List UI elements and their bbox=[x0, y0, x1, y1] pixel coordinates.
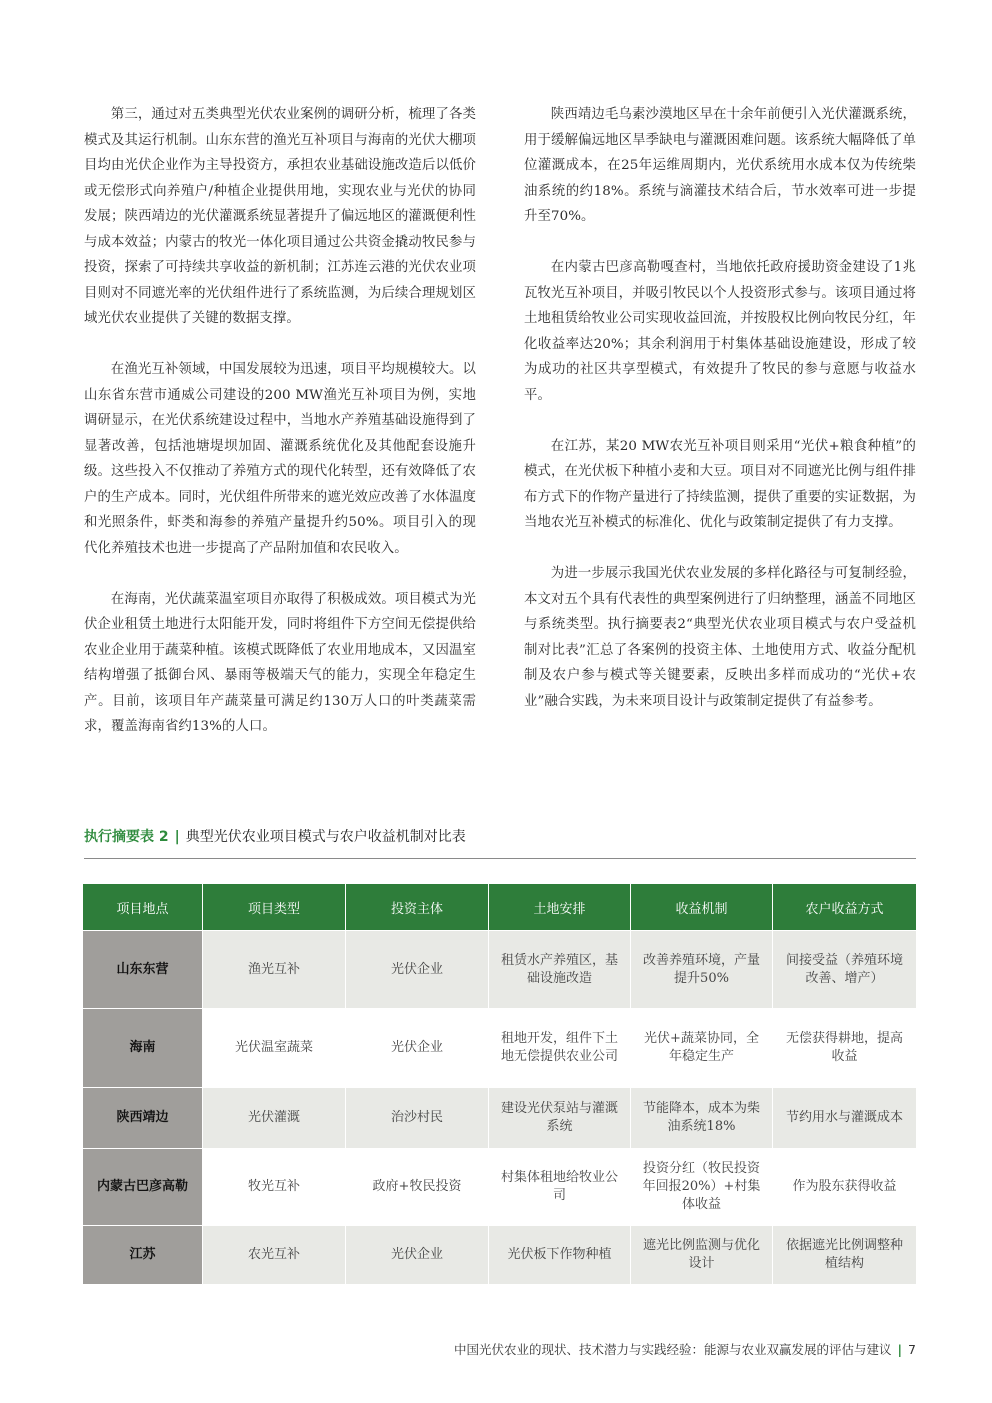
table-cell: 投资分红（牧民投资年回报20%）+村集体收益 bbox=[631, 1148, 773, 1225]
table-row bbox=[83, 1148, 916, 1225]
table-row bbox=[83, 930, 916, 1008]
table-caption bbox=[84, 826, 916, 859]
table-cell: 光伏温室蔬菜 bbox=[203, 1008, 346, 1087]
table-cell: 光伏板下作物种植 bbox=[489, 1225, 631, 1284]
table-cell: 无偿获得耕地，提高收益 bbox=[773, 1008, 916, 1087]
table-cell: 牧光互补 bbox=[203, 1148, 346, 1225]
table-header-row bbox=[83, 884, 916, 930]
header-cell: 收益机制 bbox=[631, 884, 773, 930]
left-text-column bbox=[84, 102, 476, 765]
paragraph: 在江苏，某20 MW农光互补项目则采用“光伏+粮食种植”的模式，在光伏板下种植小麦和大豆。项目对不同遮光比例与组件排布方式下的作物产量进行了持续监测，提供了重要的实证数据，为当地农光互补模式的标准化、优化与政策制定提供了有力支撑。 bbox=[524, 438, 916, 530]
table-label: 执行摘要表 2 bbox=[84, 829, 169, 845]
paragraph: 为进一步展示我国光伏农业发展的多样化路径与可复制经验，本文对五个具有代表性的典型案例进行了归纳整理，涵盖不同地区与系统类型。执行摘要表2“典型光伏农业项目模式与农户受益机制对比表”汇总了各案例的投资主体、土地使用方式、收益分配机制及农户参与模式等关键要素，反映出多样而成功的“光伏+农业”融合实践，为未来项目设计与政策制定提供了有益参考。 bbox=[524, 566, 916, 709]
footer-text: 中国光伏农业的现状、技术潜力与实践经验：能源与农业双赢发展的评估与建议 bbox=[453, 1342, 892, 1357]
table-cell: 遮光比例监测与优化设计 bbox=[631, 1225, 773, 1284]
table-row bbox=[83, 1225, 916, 1284]
table-cell: 治沙村民 bbox=[346, 1087, 489, 1148]
table-cell: 光伏企业 bbox=[346, 1008, 489, 1087]
header-cell: 项目地点 bbox=[83, 884, 203, 930]
location-cell: 内蒙古巴彦高勒 bbox=[83, 1148, 203, 1225]
table-cell: 建设光伏泵站与灌溉系统 bbox=[489, 1087, 631, 1148]
table-cell: 间接受益（养殖环境改善、增产） bbox=[773, 930, 916, 1008]
table-cell: 节能降本，成本为柴油系统18% bbox=[631, 1087, 773, 1148]
table-cell: 光伏灌溉 bbox=[203, 1087, 346, 1148]
page-number: 7 bbox=[908, 1342, 916, 1357]
page-footer bbox=[454, 1340, 916, 1358]
table-cell: 光伏+蔬菜协同，全年稳定生产 bbox=[631, 1008, 773, 1087]
footer-separator: | bbox=[897, 1342, 903, 1357]
table-title: 典型光伏农业项目模式与农户收益机制对比表 bbox=[185, 829, 466, 845]
header-cell: 投资主体 bbox=[346, 884, 489, 930]
table-cell: 政府+牧民投资 bbox=[346, 1148, 489, 1225]
table-cell: 节约用水与灌溉成本 bbox=[773, 1087, 916, 1148]
paragraph: 陕西靖边毛乌素沙漠地区早在十余年前便引入光伏灌溉系统，用于缓解偏远地区旱季缺电与灌溉困难问题。该系统大幅降低了单位灌溉成本，在25年运维周期内，光伏系统用水成本仅为传统柴油系统的约18%。系统与滴灌技术结合后，节水效率可进一步提升至70%。 bbox=[524, 107, 916, 224]
location-cell: 江苏 bbox=[83, 1225, 203, 1284]
header-cell: 项目类型 bbox=[203, 884, 346, 930]
table-cell: 农光互补 bbox=[203, 1225, 346, 1284]
paragraph: 在渔光互补领域，中国发展较为迅速，项目平均规模较大。以山东省东营市通威公司建设的200 MW渔光互补项目为例，实地调研显示，在光伏系统建设过程中，当地水产养殖基础设施得到了显著改善，包括池塘堤坝加固、灌溉系统优化及其他配套设施升级。这些投入不仅推动了养殖方式的现代化转型，还有效降低了农户的生产成本。同时，光伏组件所带来的遮光效应改善了水体温度和光照条件，虾类和海参的养殖产量提升约50%。项目引入的现代化养殖技术也进一步提高了产品附加值和农民收入。 bbox=[84, 362, 476, 556]
location-cell: 山东东营 bbox=[83, 930, 203, 1008]
paragraph: 第三，通过对五类典型光伏农业案例的调研分析，梳理了各类模式及其运行机制。山东东营的渔光互补项目与海南的光伏大棚项目均由光伏企业作为主导投资方，承担农业基础设施改造后以低价或无偿形式向养殖户/种植企业提供用地，实现农业与光伏的协同发展；陕西靖边的光伏灌溉系统显著提升了偏远地区的灌溉便利性与成本效益；内蒙古的牧光一体化项目通过公共资金撬动牧民参与投资，探索了可持续共享收益的新机制；江苏连云港的光伏农业项目则对不同遮光率的光伏组件进行了系统监测，为后续合理规划区域光伏农业提供了关键的数据支撑。 bbox=[84, 107, 476, 326]
table-cell: 依据遮光比例调整种植结构 bbox=[773, 1225, 916, 1284]
paragraph: 在海南，光伏蔬菜温室项目亦取得了积极成效。项目模式为光伏企业租赁土地进行太阳能开发，同时将组件下方空间无偿提供给农业企业用于蔬菜种植。该模式既降低了农业用地成本，又因温室结构增强了抵御台风、暴雨等极端天气的能力，实现全年稳定生产。目前，该项目年产蔬菜量可满足约130万人口的叶类蔬菜需求，覆盖海南省约13%的人口。 bbox=[84, 591, 476, 734]
table-cell: 光伏企业 bbox=[346, 1225, 489, 1284]
caption-separator: | bbox=[174, 829, 180, 845]
table-row bbox=[83, 1087, 916, 1148]
location-cell: 陕西靖边 bbox=[83, 1087, 203, 1148]
paragraph: 在内蒙古巴彦高勒嘎查村，当地依托政府援助资金建设了1兆瓦牧光互补项目，并吸引牧民以个人投资形式参与。该项目通过将土地租赁给牧业公司实现收益回流，并按股权比例向牧民分红，年化收益率达20%；其余利润用于村集体基础设施建设，形成了较为成功的社区共享型模式，有效提升了牧民的参与意愿与收益水平。 bbox=[524, 260, 916, 403]
right-text-column bbox=[524, 102, 916, 740]
location-cell: 海南 bbox=[83, 1008, 203, 1087]
comparison-table bbox=[83, 884, 916, 1284]
table-cell: 村集体租地给牧业公司 bbox=[489, 1148, 631, 1225]
table-cell: 渔光互补 bbox=[203, 930, 346, 1008]
header-cell: 农户收益方式 bbox=[773, 884, 916, 930]
table-cell: 光伏企业 bbox=[346, 930, 489, 1008]
table-row bbox=[83, 1008, 916, 1087]
table-cell: 租赁水产养殖区，基础设施改造 bbox=[489, 930, 631, 1008]
header-cell: 土地安排 bbox=[489, 884, 631, 930]
table-cell: 租地开发，组件下土地无偿提供农业公司 bbox=[489, 1008, 631, 1087]
table-cell: 改善养殖环境，产量提升50% bbox=[631, 930, 773, 1008]
table-cell: 作为股东获得收益 bbox=[773, 1148, 916, 1225]
